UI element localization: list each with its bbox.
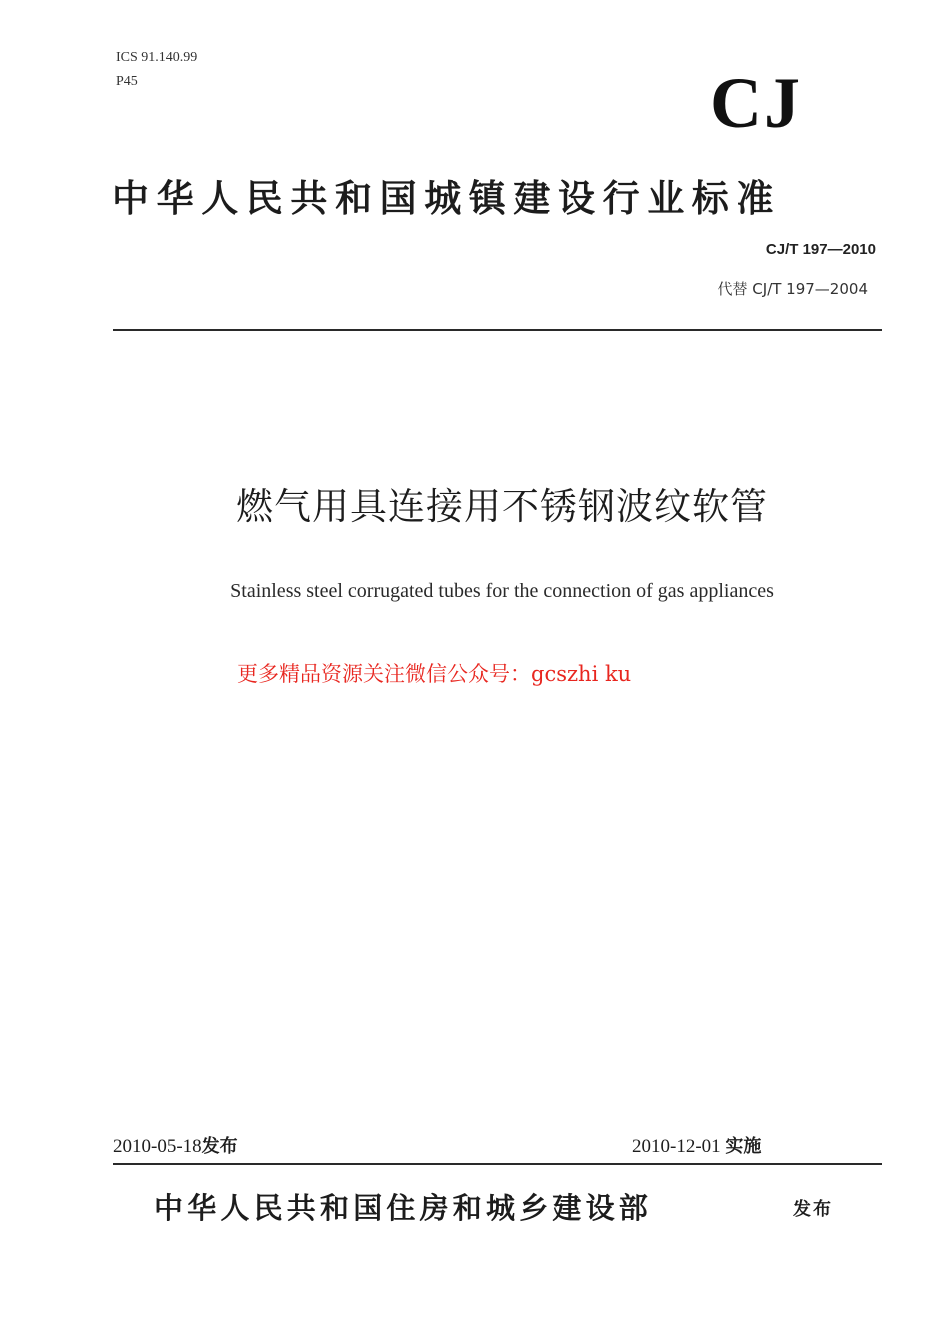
cj-logo: CJ — [710, 63, 802, 143]
replaces-standard: 代替 CJ/T 197—2004 — [717, 280, 868, 298]
classification-code: P45 — [116, 74, 138, 89]
document-title-chinese: 燃气用具连接用不锈钢波纹软管 — [236, 485, 768, 528]
issue-label: 发布 — [201, 1136, 238, 1157]
standard-number: CJ/T 197—2010 — [765, 241, 876, 258]
implementation-date-line — [632, 1135, 761, 1159]
promo-note: 更多精品资源关注微信公众号：gcszhi ku — [237, 662, 632, 686]
bottom-divider — [113, 1163, 882, 1165]
issue-date: 2010-05-18 — [113, 1136, 202, 1157]
implementation-label: 实施 — [725, 1136, 762, 1157]
implementation-date: 2010-12-01 — [632, 1136, 721, 1157]
top-divider — [113, 329, 882, 331]
ics-code: ICS 91.140.99 — [116, 50, 198, 65]
issue-date-line — [113, 1135, 238, 1159]
document-title-english: Stainless steel corrugated tubes for the connection of gas appliances — [230, 580, 774, 602]
standard-type-heading: 中华人民共和国城镇建设行业标准 — [112, 177, 781, 220]
publisher-name: 中华人民共和国住房和城乡建设部 — [154, 1191, 653, 1225]
publish-label: 发布 — [793, 1199, 833, 1220]
